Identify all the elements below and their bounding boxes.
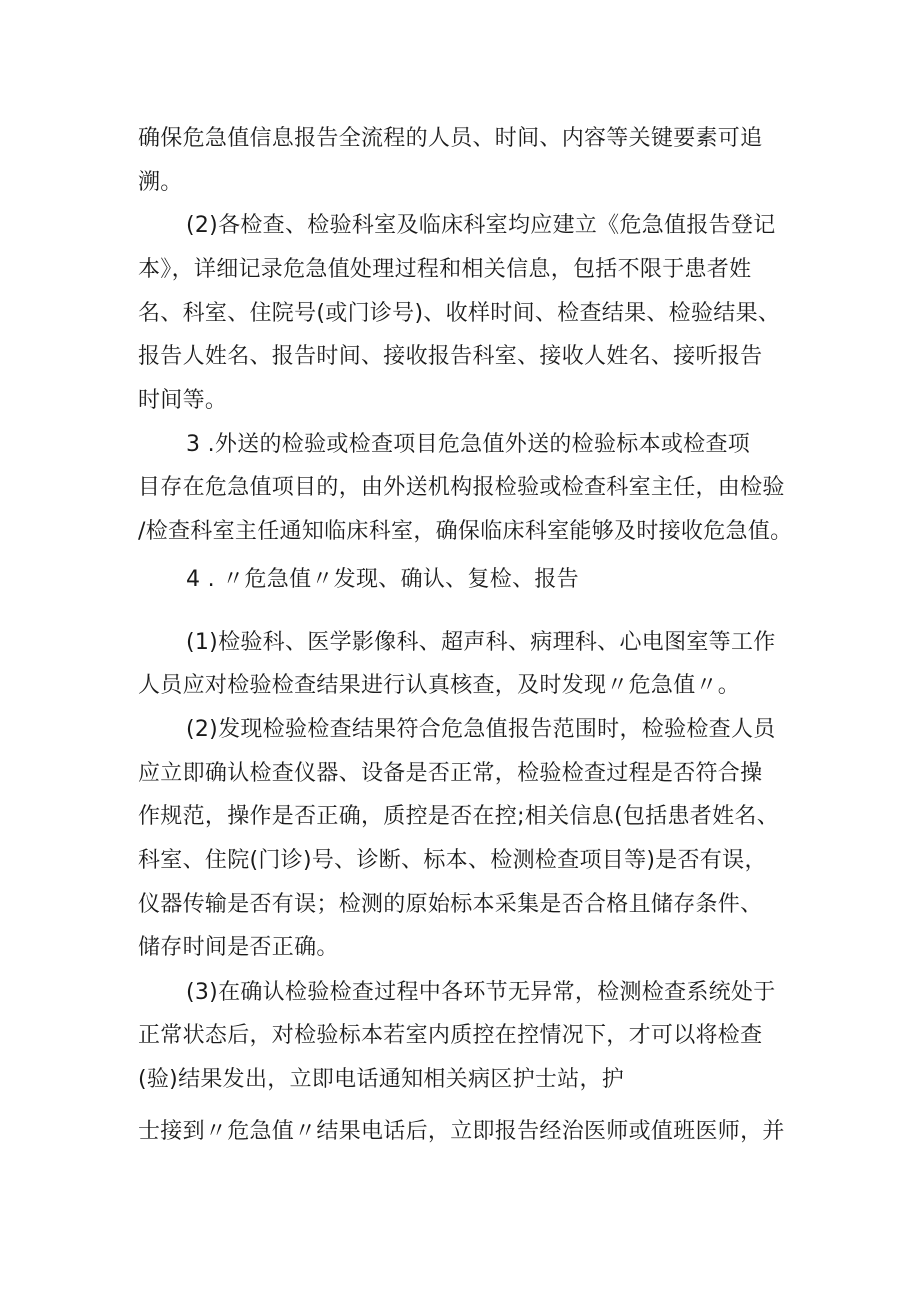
text-line: 人员应对检验检查结果进行认真核查，及时发现〃危急值〃。 — [138, 673, 741, 698]
text-line: 目存在危急值项目的，由外送机构报检验或检查科室主任，由检验 — [138, 475, 785, 500]
text-line: (验)结果发出，立即电话通知相关病区护士站，护 — [138, 1067, 625, 1092]
text-line: 正常状态后，对检验标本若室内质控在控情况下，才可以将检查 — [138, 1023, 763, 1048]
text-line: (2)发现检验检查结果符合危急值报告范围时，检验检查人员 — [186, 717, 776, 742]
text-line: (3)在确认检验检查过程中各环节无异常，检测检查系统处于 — [186, 980, 776, 1005]
text-line: 时间等。 — [138, 388, 228, 413]
section-heading: 4 . 〃危急值〃发现、确认、复检、报告 — [186, 567, 579, 592]
text-line: 科室、住院(门诊)号、诊断、标本、检测检查项目等)是否有误， — [138, 848, 767, 873]
text-line: 士接到〃危急值〃结果电话后，立即报告经治医师或值班医师，并 — [138, 1119, 785, 1144]
text-line: 仪器传输是否有误；检测的原始标本采集是否合格且储存条件、 — [138, 892, 763, 917]
text-line: 3 .外送的检验或检查项目危急值外送的检验标本或检查项 — [186, 432, 751, 457]
text-line: 溯。 — [138, 170, 183, 195]
text-line: (2)各检查、检验科室及临床科室均应建立《危急值报告登记 — [186, 213, 776, 238]
text-line: 确保危急值信息报告全流程的人员、时间、内容等关键要素可追 — [138, 126, 763, 151]
text-line: /检查科室主任通知临床科室，确保临床科室能够及时接收危急值。 — [138, 519, 793, 544]
text-line: (1)检验科、医学影像科、超声科、病理科、心电图室等工作 — [186, 630, 776, 655]
text-line: 作规范，操作是否正确，质控是否在控;相关信息(包括患者姓名、 — [138, 804, 779, 829]
text-line: 报告人姓名、报告时间、接收报告科室、接收人姓名、接听报告 — [138, 344, 763, 369]
text-line: 名、科室、住院号(或门诊号)、收样时间、检查结果、检验结果、 — [138, 301, 781, 326]
text-line: 应立即确认检查仪器、设备是否正常，检验检查过程是否符合操 — [138, 761, 763, 786]
text-line: 储存时间是否正确。 — [138, 935, 339, 960]
text-line: 本》，详细记录危急值处理过程和相关信息，包括不限于患者姓 — [138, 257, 752, 282]
